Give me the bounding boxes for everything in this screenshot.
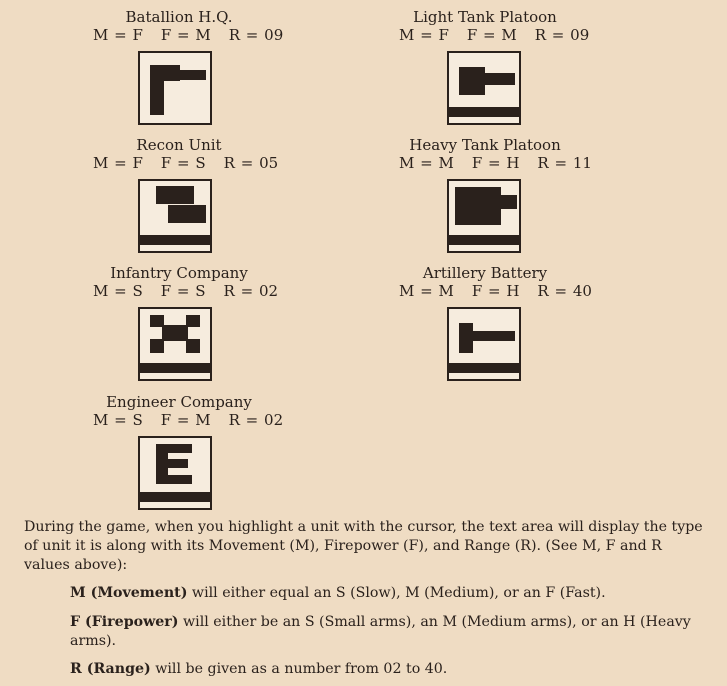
unit-stats — [84, 282, 279, 300]
firepower-value: F = M — [160, 26, 211, 44]
unit-stats — [84, 411, 284, 429]
unit-infantry-company — [84, 264, 279, 300]
intro-paragraph: During the game, when you highlight a unit with the cursor, the text area will display the type of unit it is along with its Movement (M), Firepower (F), and Range (R). (See M, F and R values above): — [24, 519, 703, 573]
range-value: R = 40 — [537, 282, 592, 300]
heavy-tank-icon — [447, 179, 521, 253]
firepower-value: F = H — [471, 154, 520, 172]
unit-recon — [84, 136, 279, 172]
movement-value: M = S — [93, 411, 143, 429]
light-tank-icon — [447, 51, 521, 125]
range-value: R = 09 — [228, 26, 284, 44]
movement-value: M = M — [399, 282, 454, 300]
unit-name: Artillery Battery — [422, 264, 548, 282]
firepower-value: F = M — [466, 26, 517, 44]
range-term: R (Range) — [70, 661, 151, 677]
unit-stats — [84, 26, 284, 44]
firepower-term: F (Firepower) — [70, 614, 179, 630]
unit-artillery-battery — [390, 264, 592, 300]
range-value: R = 09 — [534, 26, 590, 44]
range-value: R = 11 — [537, 154, 592, 172]
movement-value: M = F — [93, 154, 143, 172]
recon-icon — [138, 179, 212, 253]
range-value: R = 02 — [228, 411, 284, 429]
artillery-icon — [447, 307, 521, 381]
unit-stats — [390, 154, 592, 172]
movement-definition — [70, 584, 700, 603]
unit-stats — [390, 282, 592, 300]
range-value: R = 05 — [223, 154, 279, 172]
firepower-value: F = M — [160, 411, 211, 429]
unit-name: Infantry Company — [110, 264, 248, 282]
movement-value: M = M — [399, 154, 454, 172]
engineer-icon — [138, 436, 212, 510]
firepower-value: F = S — [160, 154, 206, 172]
hq-icon — [138, 51, 212, 125]
movement-term: M (Movement) — [70, 585, 188, 601]
unit-heavy-tank-platoon — [390, 136, 592, 172]
firepower-definition — [70, 613, 700, 651]
unit-stats — [84, 154, 279, 172]
unit-name: Heavy Tank Platoon — [409, 136, 561, 154]
firepower-value: F = S — [160, 282, 206, 300]
unit-name: Recon Unit — [136, 136, 222, 154]
firepower-value: F = H — [471, 282, 520, 300]
unit-stats — [390, 26, 590, 44]
range-text: will be given as a number from 02 to 40. — [150, 661, 448, 677]
unit-batallion-hq — [84, 8, 284, 44]
unit-name: Light Tank Platoon — [413, 8, 557, 26]
firepower-text: will either be an S (Small arms), an M (Medium arms), or an H (Heavy arms). — [70, 614, 691, 649]
movement-value: M = F — [93, 26, 143, 44]
movement-text: will either equal an S (Slow), M (Medium), or an F (Fast). — [187, 585, 606, 601]
unit-light-tank-platoon — [390, 8, 590, 44]
range-definition — [70, 660, 700, 679]
infantry-icon — [138, 307, 212, 381]
movement-value: M = S — [93, 282, 143, 300]
movement-value: M = F — [399, 26, 449, 44]
range-value: R = 02 — [223, 282, 279, 300]
unit-name: Batallion H.Q. — [125, 8, 233, 26]
unit-name: Engineer Company — [106, 393, 252, 411]
unit-engineer-company — [84, 393, 284, 429]
